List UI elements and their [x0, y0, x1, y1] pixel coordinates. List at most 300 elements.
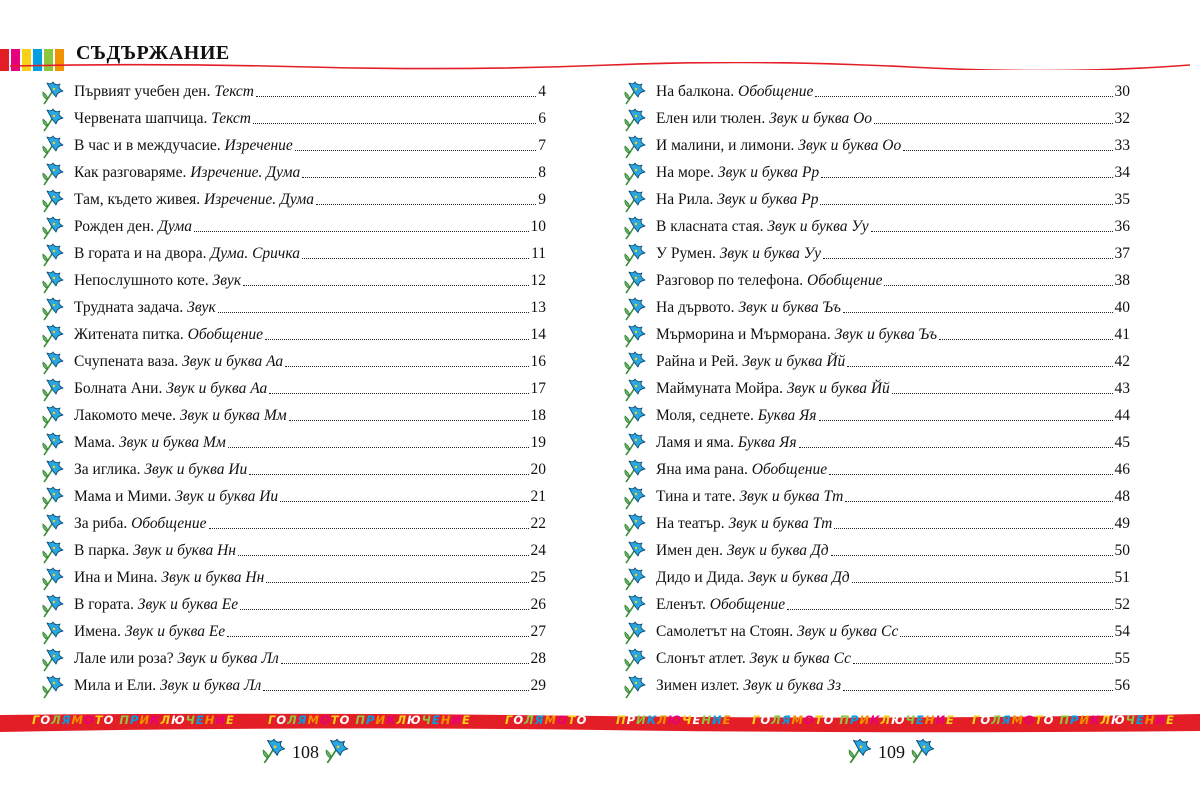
toc-entry [622, 240, 1130, 267]
toc-entry-title: Счупената ваза. [74, 352, 179, 370]
toc-entry-page: 19 [530, 433, 546, 451]
toc-entry-title: За иглика. [74, 460, 141, 478]
toc-entry-text [74, 434, 226, 452]
toc-entry-page: 44 [1114, 406, 1130, 424]
bluebell-flower-icon [622, 510, 656, 537]
dot-leader [238, 555, 529, 556]
toc-entry [40, 186, 546, 213]
toc-entry-type: Обобщение [738, 82, 814, 100]
toc-entry [40, 645, 546, 672]
dot-leader [787, 609, 1112, 610]
toc-entry-text [74, 542, 236, 560]
toc-entry-title: И малини, и лимони. [656, 136, 795, 154]
toc-entry-text [656, 83, 813, 101]
toc-entry-title: Мърморина и Мърморана. [656, 325, 831, 343]
bluebell-flower-icon [40, 456, 74, 483]
dot-leader [240, 609, 528, 610]
toc-entry-title: Лакомото мече. [74, 406, 176, 424]
bluebell-flower-icon [40, 672, 74, 699]
toc-entry-type: Текст [211, 109, 251, 127]
toc-entry-text [74, 164, 300, 182]
page-title: СЪДЪРЖАНИЕ [76, 42, 230, 64]
bluebell-flower-icon [40, 402, 74, 429]
toc-entry-title: Дидо и Дида. [656, 568, 745, 586]
toc-entry-text [656, 110, 872, 128]
bluebell-flower-icon [40, 267, 74, 294]
toc-entry-page: 50 [1114, 541, 1130, 559]
toc-entry-text [74, 191, 314, 209]
banner-text-part2: ПРИКЛЮЧЕНИЕ [616, 713, 732, 727]
toc-entry-title: Райна и Рей. [656, 352, 739, 370]
toc-entry-title: Мама и Мими. [74, 487, 172, 505]
dot-leader [227, 636, 528, 637]
toc-entry-page: 34 [1114, 163, 1130, 181]
toc-entry-title: В парка. [74, 541, 130, 559]
dot-leader [265, 339, 528, 340]
toc-entry-page: 43 [1114, 379, 1130, 397]
banner-text: ГОЛЯМОТО ПРИКЛЮЧЕНИЕ [32, 713, 235, 727]
toc-entry-text [656, 326, 937, 344]
bluebell-flower-icon [40, 294, 74, 321]
toc-entry-title: Имена. [74, 622, 121, 640]
toc-entry-type: Звук и буква Уу [719, 244, 822, 262]
banner-text: ГОЛЯМОТО ПРИКЛЮЧЕНИЕ [972, 713, 1175, 727]
toc-entry-page: 30 [1114, 82, 1130, 100]
toc-entry [622, 618, 1130, 645]
dot-leader [285, 366, 528, 367]
bluebell-flower-icon [40, 537, 74, 564]
toc-entry [40, 483, 546, 510]
toc-entry [622, 564, 1130, 591]
bluebell-flower-icon [846, 736, 874, 769]
bluebell-flower-icon [40, 78, 74, 105]
toc-entry-type: Изречение. Дума [204, 190, 315, 208]
toc-entry [622, 348, 1130, 375]
dot-leader [194, 231, 528, 232]
toc-entry-text [74, 326, 263, 344]
toc-entry-text [656, 569, 850, 587]
dot-leader [892, 393, 1113, 394]
dot-leader [852, 582, 1113, 583]
toc-entry [40, 132, 546, 159]
toc-entry-title: Тина и тате. [656, 487, 736, 505]
toc-entry-title: Разговор по телефона. [656, 271, 804, 289]
toc-entry-title: Първият учебен ден. [74, 82, 211, 100]
bluebell-flower-icon [40, 429, 74, 456]
dot-leader [834, 528, 1112, 529]
toc-entry-text [656, 245, 821, 263]
toc-entry-page: 48 [1114, 487, 1130, 505]
toc-entry-page: 55 [1114, 649, 1130, 667]
toc-entry-page: 20 [530, 460, 546, 478]
dot-leader [829, 474, 1112, 475]
toc-entry-title: Ламя и яма. [656, 433, 734, 451]
dot-leader [253, 123, 536, 124]
dot-leader [847, 366, 1112, 367]
toc-entry-page: 46 [1114, 460, 1130, 478]
toc-entry-type: Звук и буква Лл [177, 649, 279, 667]
toc-entry-page: 21 [530, 487, 546, 505]
dot-leader [823, 258, 1112, 259]
bluebell-flower-icon [40, 159, 74, 186]
dot-leader [843, 312, 1113, 313]
toc-entry-page: 10 [530, 217, 546, 235]
toc-entry-text [656, 461, 827, 479]
bluebell-flower-icon [622, 132, 656, 159]
toc-entry-type: Обобщение [807, 271, 883, 289]
bluebell-flower-icon [40, 591, 74, 618]
bluebell-flower-icon [40, 132, 74, 159]
banner-text-part1: ГОЛЯМОТО [505, 713, 588, 727]
toc-entry-type: Звук и буква Сс [797, 622, 899, 640]
toc-entry [622, 429, 1130, 456]
toc-entry [40, 672, 546, 699]
bluebell-flower-icon [622, 186, 656, 213]
toc-entry-type: Изречение [224, 136, 293, 154]
toc-entry-page: 9 [538, 190, 546, 208]
bluebell-flower-icon [622, 348, 656, 375]
toc-entry [622, 186, 1130, 213]
title-underline [10, 62, 1190, 70]
toc-entry-type: Звук и буква Ъъ [834, 325, 938, 343]
toc-entry [40, 267, 546, 294]
dot-leader [903, 150, 1112, 151]
dot-leader [269, 393, 528, 394]
toc-entry-page: 8 [538, 163, 546, 181]
toc-entry-title: Там, където живея. [74, 190, 201, 208]
toc-entry-text [74, 488, 278, 506]
toc-entry-type: Звук и буква Ее [124, 622, 226, 640]
toc-entry-type: Дума [158, 217, 193, 235]
toc-entry [622, 78, 1130, 105]
toc-entry-page: 4 [538, 82, 546, 100]
bluebell-flower-icon [622, 321, 656, 348]
toc-entry-type: Буква Яя [737, 433, 797, 451]
toc-entry-type: Дума. Сричка [210, 244, 300, 262]
toc-entry-text [74, 515, 207, 533]
bluebell-flower-icon [622, 618, 656, 645]
toc-entry-page: 18 [530, 406, 546, 424]
toc-entry-title: Зимен излет. [656, 676, 740, 694]
toc-entry-type: Звук [187, 298, 216, 316]
toc-entry-type: Звук и буква Йй [742, 352, 846, 370]
toc-entry-type: Звук и буква Мм [179, 406, 287, 424]
toc-entry-type: Текст [214, 82, 255, 100]
toc-entry-title: Маймуната Мойра. [656, 379, 783, 397]
toc-entry [622, 645, 1130, 672]
toc-entry-type: Звук и буква Тт [728, 514, 833, 532]
dot-leader [831, 555, 1113, 556]
bluebell-flower-icon [40, 645, 74, 672]
toc-entry-title: В класната стая. [656, 217, 764, 235]
toc-entry-text [656, 407, 817, 425]
right-page-number-block [846, 736, 937, 769]
toc-entry-text [656, 218, 869, 236]
toc-entry [622, 213, 1130, 240]
toc-entry-page: 26 [530, 595, 546, 613]
bluebell-flower-icon [40, 240, 74, 267]
toc-entry [622, 672, 1130, 699]
color-stripe [0, 49, 9, 71]
dot-leader [843, 690, 1112, 691]
toc-entry-page: 56 [1114, 676, 1130, 694]
toc-entry-title: Червената шапчица. [74, 109, 208, 127]
bluebell-flower-icon [40, 321, 74, 348]
toc-entry [40, 375, 546, 402]
bluebell-flower-icon [260, 736, 288, 769]
toc-entry-type: Звук и буква Оо [798, 136, 902, 154]
toc-entry-text [74, 569, 264, 587]
dot-leader [243, 285, 528, 286]
toc-entry-text [74, 623, 225, 641]
toc-entry-type: Звук и буква Дд [726, 541, 829, 559]
toc-entry-text [656, 542, 829, 560]
toc-entry-type: Обобщение [187, 325, 264, 343]
toc-entry-page: 42 [1114, 352, 1130, 370]
bluebell-flower-icon [622, 402, 656, 429]
toc-entry [40, 321, 546, 348]
bluebell-flower-icon [40, 105, 74, 132]
toc-entry-text [74, 83, 254, 101]
toc-entry-title: Болната Ани. [74, 379, 163, 397]
toc-entry-text [74, 380, 267, 398]
toc-entry [40, 159, 546, 186]
dot-leader [821, 177, 1112, 178]
toc-entry-title: Имен ден. [656, 541, 723, 559]
toc-entry-type: Обобщение [751, 460, 828, 478]
toc-entry [622, 294, 1130, 321]
toc-entry-page: 6 [538, 109, 546, 127]
dot-leader [302, 177, 536, 178]
dot-leader [266, 582, 528, 583]
toc-entry-title: В гората и на двора. [74, 244, 207, 262]
bluebell-flower-icon [622, 78, 656, 105]
toc-entry-type: Звук и буква Рр [717, 163, 820, 181]
toc-entry-type: Буква Яя [757, 406, 817, 424]
bluebell-flower-icon [622, 375, 656, 402]
toc-entry-page: 37 [1114, 244, 1130, 262]
bluebell-flower-icon [622, 294, 656, 321]
dot-leader [815, 96, 1112, 97]
toc-entry-page: 17 [530, 379, 546, 397]
toc-entry-title: Лале или роза? [74, 649, 174, 667]
toc-entry [40, 591, 546, 618]
toc-entry [40, 213, 546, 240]
bluebell-flower-icon [40, 618, 74, 645]
toc-entry-type: Изречение. Дума [190, 163, 301, 181]
dot-leader [845, 501, 1112, 502]
toc-entry-type: Звук и буква Оо [769, 109, 873, 127]
dot-leader [295, 150, 536, 151]
toc-entry-page: 38 [1114, 271, 1130, 289]
bluebell-flower-icon [622, 672, 656, 699]
dot-leader [874, 123, 1112, 124]
dot-leader [871, 231, 1113, 232]
toc-entry-title: На море. [656, 163, 715, 181]
toc-entry-title: Самолетът на Стоян. [656, 622, 794, 640]
toc-entry-type: Звук и буква Зз [743, 676, 842, 694]
toc-entry [40, 294, 546, 321]
toc-entry [40, 456, 546, 483]
toc-entry-text [656, 137, 901, 155]
toc-entry-type: Звук и буква Рр [717, 190, 819, 208]
toc-entry-page: 22 [530, 514, 546, 532]
toc-entry-page: 52 [1114, 595, 1130, 613]
toc-entry-type: Звук и буква Лл [159, 676, 262, 694]
toc-entry-title: На балкона. [656, 82, 735, 100]
toc-entry-type: Звук и буква Аа [166, 379, 268, 397]
toc-entry-type: Звук и буква Ии [144, 460, 248, 478]
toc-entry [622, 375, 1130, 402]
toc-entry-text [656, 596, 785, 614]
toc-entry-type: Звук и буква Тт [739, 487, 844, 505]
toc-entry-text [656, 488, 843, 506]
toc-entry-page: 7 [538, 136, 546, 154]
bluebell-flower-icon [40, 375, 74, 402]
toc-entry-type: Звук и буква Мм [119, 433, 226, 451]
toc-entry [40, 105, 546, 132]
bluebell-flower-icon [622, 591, 656, 618]
toc-entry-title: Непослушното коте. [74, 271, 209, 289]
toc-entry-page: 32 [1114, 109, 1130, 127]
toc-entry [622, 402, 1130, 429]
dot-leader [228, 447, 529, 448]
bluebell-flower-icon [622, 213, 656, 240]
bluebell-flower-icon [622, 483, 656, 510]
dot-leader [939, 339, 1112, 340]
dot-leader [900, 636, 1112, 637]
toc-entry-type: Звук и буква Ее [137, 595, 239, 613]
toc-entry-type: Звук и буква Уу [767, 217, 869, 235]
toc-entry-text [74, 407, 287, 425]
dot-leader [281, 663, 529, 664]
bluebell-flower-icon [40, 348, 74, 375]
toc-entry-title: Яна има рана. [656, 460, 748, 478]
toc-entry-title: Мама. [74, 433, 116, 451]
bluebell-flower-icon [622, 105, 656, 132]
toc-entry [622, 321, 1130, 348]
toc-entry-text [656, 623, 898, 641]
dot-leader [256, 96, 536, 97]
bluebell-flower-icon [622, 645, 656, 672]
left-page-number: 108 [292, 742, 319, 762]
dot-leader [853, 663, 1113, 664]
toc-entry-page: 45 [1114, 433, 1130, 451]
left-page-number-block [260, 736, 351, 769]
toc-entry-page: 28 [530, 649, 546, 667]
dot-leader [302, 258, 529, 259]
toc-entry-type: Звук и буква Аа [182, 352, 284, 370]
toc-entry-page: 33 [1114, 136, 1130, 154]
toc-entry-page: 49 [1114, 514, 1130, 532]
toc-entry-type: Звук и буква Йй [786, 379, 890, 397]
toc-entry [622, 537, 1130, 564]
toc-entry-page: 13 [530, 298, 546, 316]
toc-entry-page: 29 [530, 676, 546, 694]
toc-left-column [40, 78, 546, 699]
toc-entry-text [74, 299, 216, 317]
toc-entry-page: 40 [1114, 298, 1130, 316]
toc-entry-type: Обобщение [709, 595, 786, 613]
toc-entry [622, 591, 1130, 618]
toc-right-column [622, 78, 1130, 699]
bluebell-flower-icon [622, 564, 656, 591]
toc-entry-text [656, 272, 882, 290]
toc-entry [622, 159, 1130, 186]
toc-entry [40, 78, 546, 105]
dot-leader [819, 420, 1113, 421]
banner-text: ГОЛЯМОТО ПРИКЛЮЧЕНИЕ [752, 713, 955, 727]
bluebell-flower-icon [40, 483, 74, 510]
bluebell-flower-icon [40, 213, 74, 240]
toc-entry-title: На дървото. [656, 298, 735, 316]
toc-entry-text [656, 650, 851, 668]
toc-entry [40, 537, 546, 564]
bluebell-flower-icon [40, 510, 74, 537]
toc-entry-page: 14 [530, 325, 546, 343]
toc-entry-title: Трудната задача. [74, 298, 184, 316]
toc-entry-text [74, 272, 241, 290]
toc-entry-page: 24 [530, 541, 546, 559]
dot-leader [884, 285, 1112, 286]
toc-entry-page: 51 [1114, 568, 1130, 586]
bluebell-flower-icon [622, 429, 656, 456]
toc-entry-page: 54 [1114, 622, 1130, 640]
toc-entry-page: 25 [530, 568, 546, 586]
toc-entry-text [656, 299, 841, 317]
toc-entry [622, 267, 1130, 294]
toc-entry-title: Житената питка. [74, 325, 184, 343]
bluebell-flower-icon [323, 736, 351, 769]
dot-leader [249, 474, 528, 475]
toc-entry-title: Мила и Ели. [74, 676, 157, 694]
dot-leader [218, 312, 529, 313]
toc-entry-page: 35 [1114, 190, 1130, 208]
toc-entry-text [74, 245, 300, 263]
toc-entry-text [74, 677, 261, 695]
toc-entry-title: Слонът атлет. [656, 649, 746, 667]
dot-leader [209, 528, 529, 529]
toc-entry-title: В гората. [74, 595, 134, 613]
bluebell-flower-icon [622, 456, 656, 483]
toc-entry [622, 510, 1130, 537]
toc-entry-text [656, 380, 890, 398]
dot-leader [263, 690, 528, 691]
dot-leader [799, 447, 1113, 448]
toc-entry-page: 27 [530, 622, 546, 640]
toc-entry-title: Как разговаряме. [74, 163, 187, 181]
toc-entry [40, 240, 546, 267]
toc-entry-type: Звук и буква Ии [175, 487, 279, 505]
toc-entry-type: Обобщение [131, 514, 207, 532]
toc-entry-text [74, 596, 238, 614]
bluebell-flower-icon [40, 564, 74, 591]
toc-entry-title: За риба. [74, 514, 128, 532]
banner-text: ГОЛЯМОТО ПРИКЛЮЧЕНИЕ [268, 713, 471, 727]
toc-entry-text [656, 191, 818, 209]
toc-entry [622, 483, 1130, 510]
dot-leader [289, 420, 529, 421]
toc-entry [622, 456, 1130, 483]
toc-entry [40, 618, 546, 645]
toc-entry-type: Звук [212, 271, 242, 289]
toc-entry [40, 510, 546, 537]
toc-entry-text [656, 434, 797, 452]
toc-entry-type: Звук и буква Нн [161, 568, 265, 586]
toc-entry-text [74, 218, 192, 236]
toc-entry [40, 429, 546, 456]
toc-entry-type: Звук и буква Сс [749, 649, 851, 667]
